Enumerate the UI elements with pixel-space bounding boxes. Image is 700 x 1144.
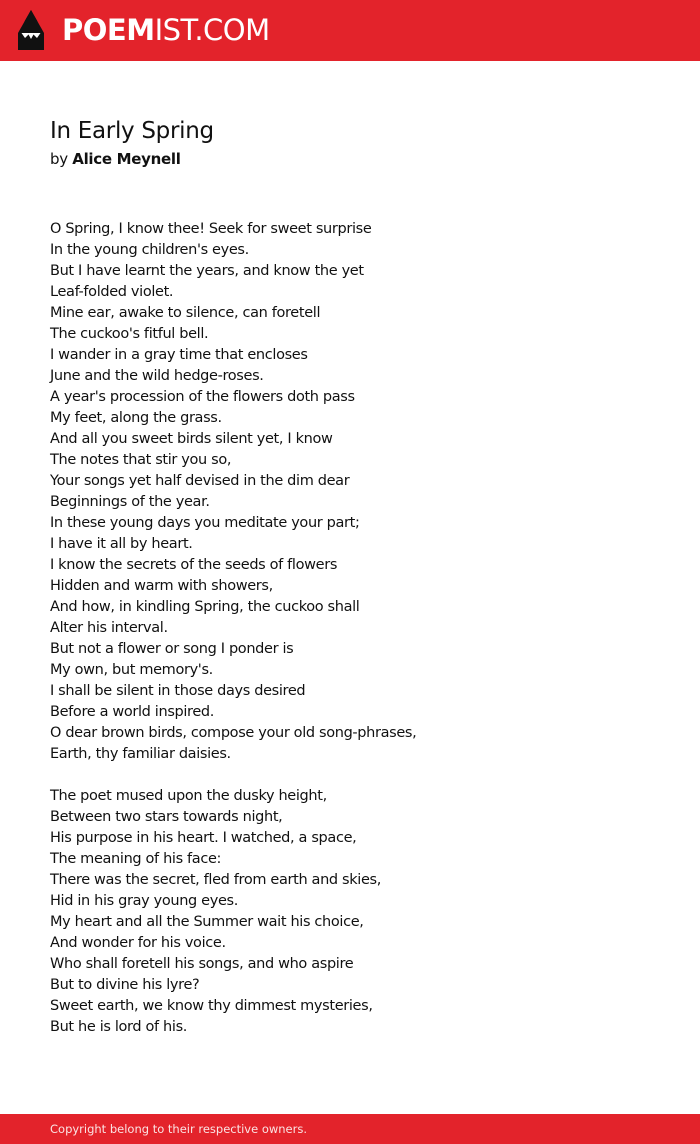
poem-line: O dear brown birds, compose your old song-phrases, bbox=[50, 725, 417, 741]
poem-line: My heart and all the Summer wait his choice, bbox=[50, 914, 364, 930]
poem-line: The cuckoo's fitful bell. bbox=[50, 326, 209, 342]
poem-line: And how, in kindling Spring, the cuckoo shall bbox=[50, 599, 360, 615]
pencil-tip-icon bbox=[17, 9, 45, 51]
poem-line: Hid in his gray young eyes. bbox=[50, 893, 238, 909]
poem-line: Mine ear, awake to silence, can foretell bbox=[50, 305, 321, 321]
poem-line: Hidden and warm with showers, bbox=[50, 578, 273, 594]
poem-line: I know the secrets of the seeds of flowers bbox=[50, 557, 338, 573]
site-header bbox=[0, 0, 700, 61]
by-label: by bbox=[50, 150, 68, 168]
poem-line: Before a world inspired. bbox=[50, 704, 215, 720]
poem-author: Alice Meynell bbox=[72, 150, 181, 168]
poem-line: The notes that stir you so, bbox=[50, 452, 232, 468]
poem-line: But not a flower or song I ponder is bbox=[50, 641, 294, 657]
poem-line: I shall be silent in those days desired bbox=[50, 683, 306, 699]
poem-line: And all you sweet birds silent yet, I know bbox=[50, 431, 333, 447]
poem-line: A year's procession of the flowers doth pass bbox=[50, 389, 355, 405]
logo-text-light: IST.COM bbox=[154, 13, 270, 47]
logo-text-bold: POEM bbox=[62, 13, 155, 47]
poem-line: Who shall foretell his songs, and who aspire bbox=[50, 956, 354, 972]
poem-line: Beginnings of the year. bbox=[50, 494, 210, 510]
site-footer bbox=[0, 1114, 700, 1144]
poem-line: Between two stars towards night, bbox=[50, 809, 283, 825]
poem-line: Alter his interval. bbox=[50, 620, 168, 636]
poem-line: My own, but memory's. bbox=[50, 662, 213, 678]
poem-line: Leaf-folded violet. bbox=[50, 284, 174, 300]
poem-line: O Spring, I know thee! Seek for sweet surprise bbox=[50, 221, 372, 237]
poem-line: And wonder for his voice. bbox=[50, 935, 226, 951]
poem-line: June and the wild hedge-roses. bbox=[50, 368, 264, 384]
poem-line: I wander in a gray time that encloses bbox=[50, 347, 308, 363]
copyright-text: Copyright belong to their respective owners. bbox=[50, 1122, 308, 1136]
poem-stanza bbox=[50, 786, 670, 1038]
poem-line: The meaning of his face: bbox=[50, 851, 222, 867]
poem-line: I have it all by heart. bbox=[50, 536, 193, 552]
poem-title: In Early Spring bbox=[50, 118, 214, 144]
poem-body bbox=[50, 219, 670, 1038]
poem-line: But he is lord of his. bbox=[50, 1019, 188, 1035]
site-logo[interactable] bbox=[62, 11, 270, 49]
poem-line: Earth, thy familiar daisies. bbox=[50, 746, 231, 762]
poem-line: Sweet earth, we know thy dimmest mysteries, bbox=[50, 998, 373, 1014]
poem-line: In the young children's eyes. bbox=[50, 242, 249, 258]
poem-line: But to divine his lyre? bbox=[50, 977, 200, 993]
poem-line: There was the secret, fled from earth and skies, bbox=[50, 872, 381, 888]
poem-line: My feet, along the grass. bbox=[50, 410, 222, 426]
poem-byline bbox=[50, 148, 181, 170]
poem-line: But I have learnt the years, and know the yet bbox=[50, 263, 364, 279]
poem-line: In these young days you meditate your part; bbox=[50, 515, 360, 531]
poem-line: The poet mused upon the dusky height, bbox=[50, 788, 327, 804]
poem-stanza bbox=[50, 219, 670, 765]
poem-line: His purpose in his heart. I watched, a space, bbox=[50, 830, 357, 846]
poem-line: Your songs yet half devised in the dim dear bbox=[50, 473, 350, 489]
